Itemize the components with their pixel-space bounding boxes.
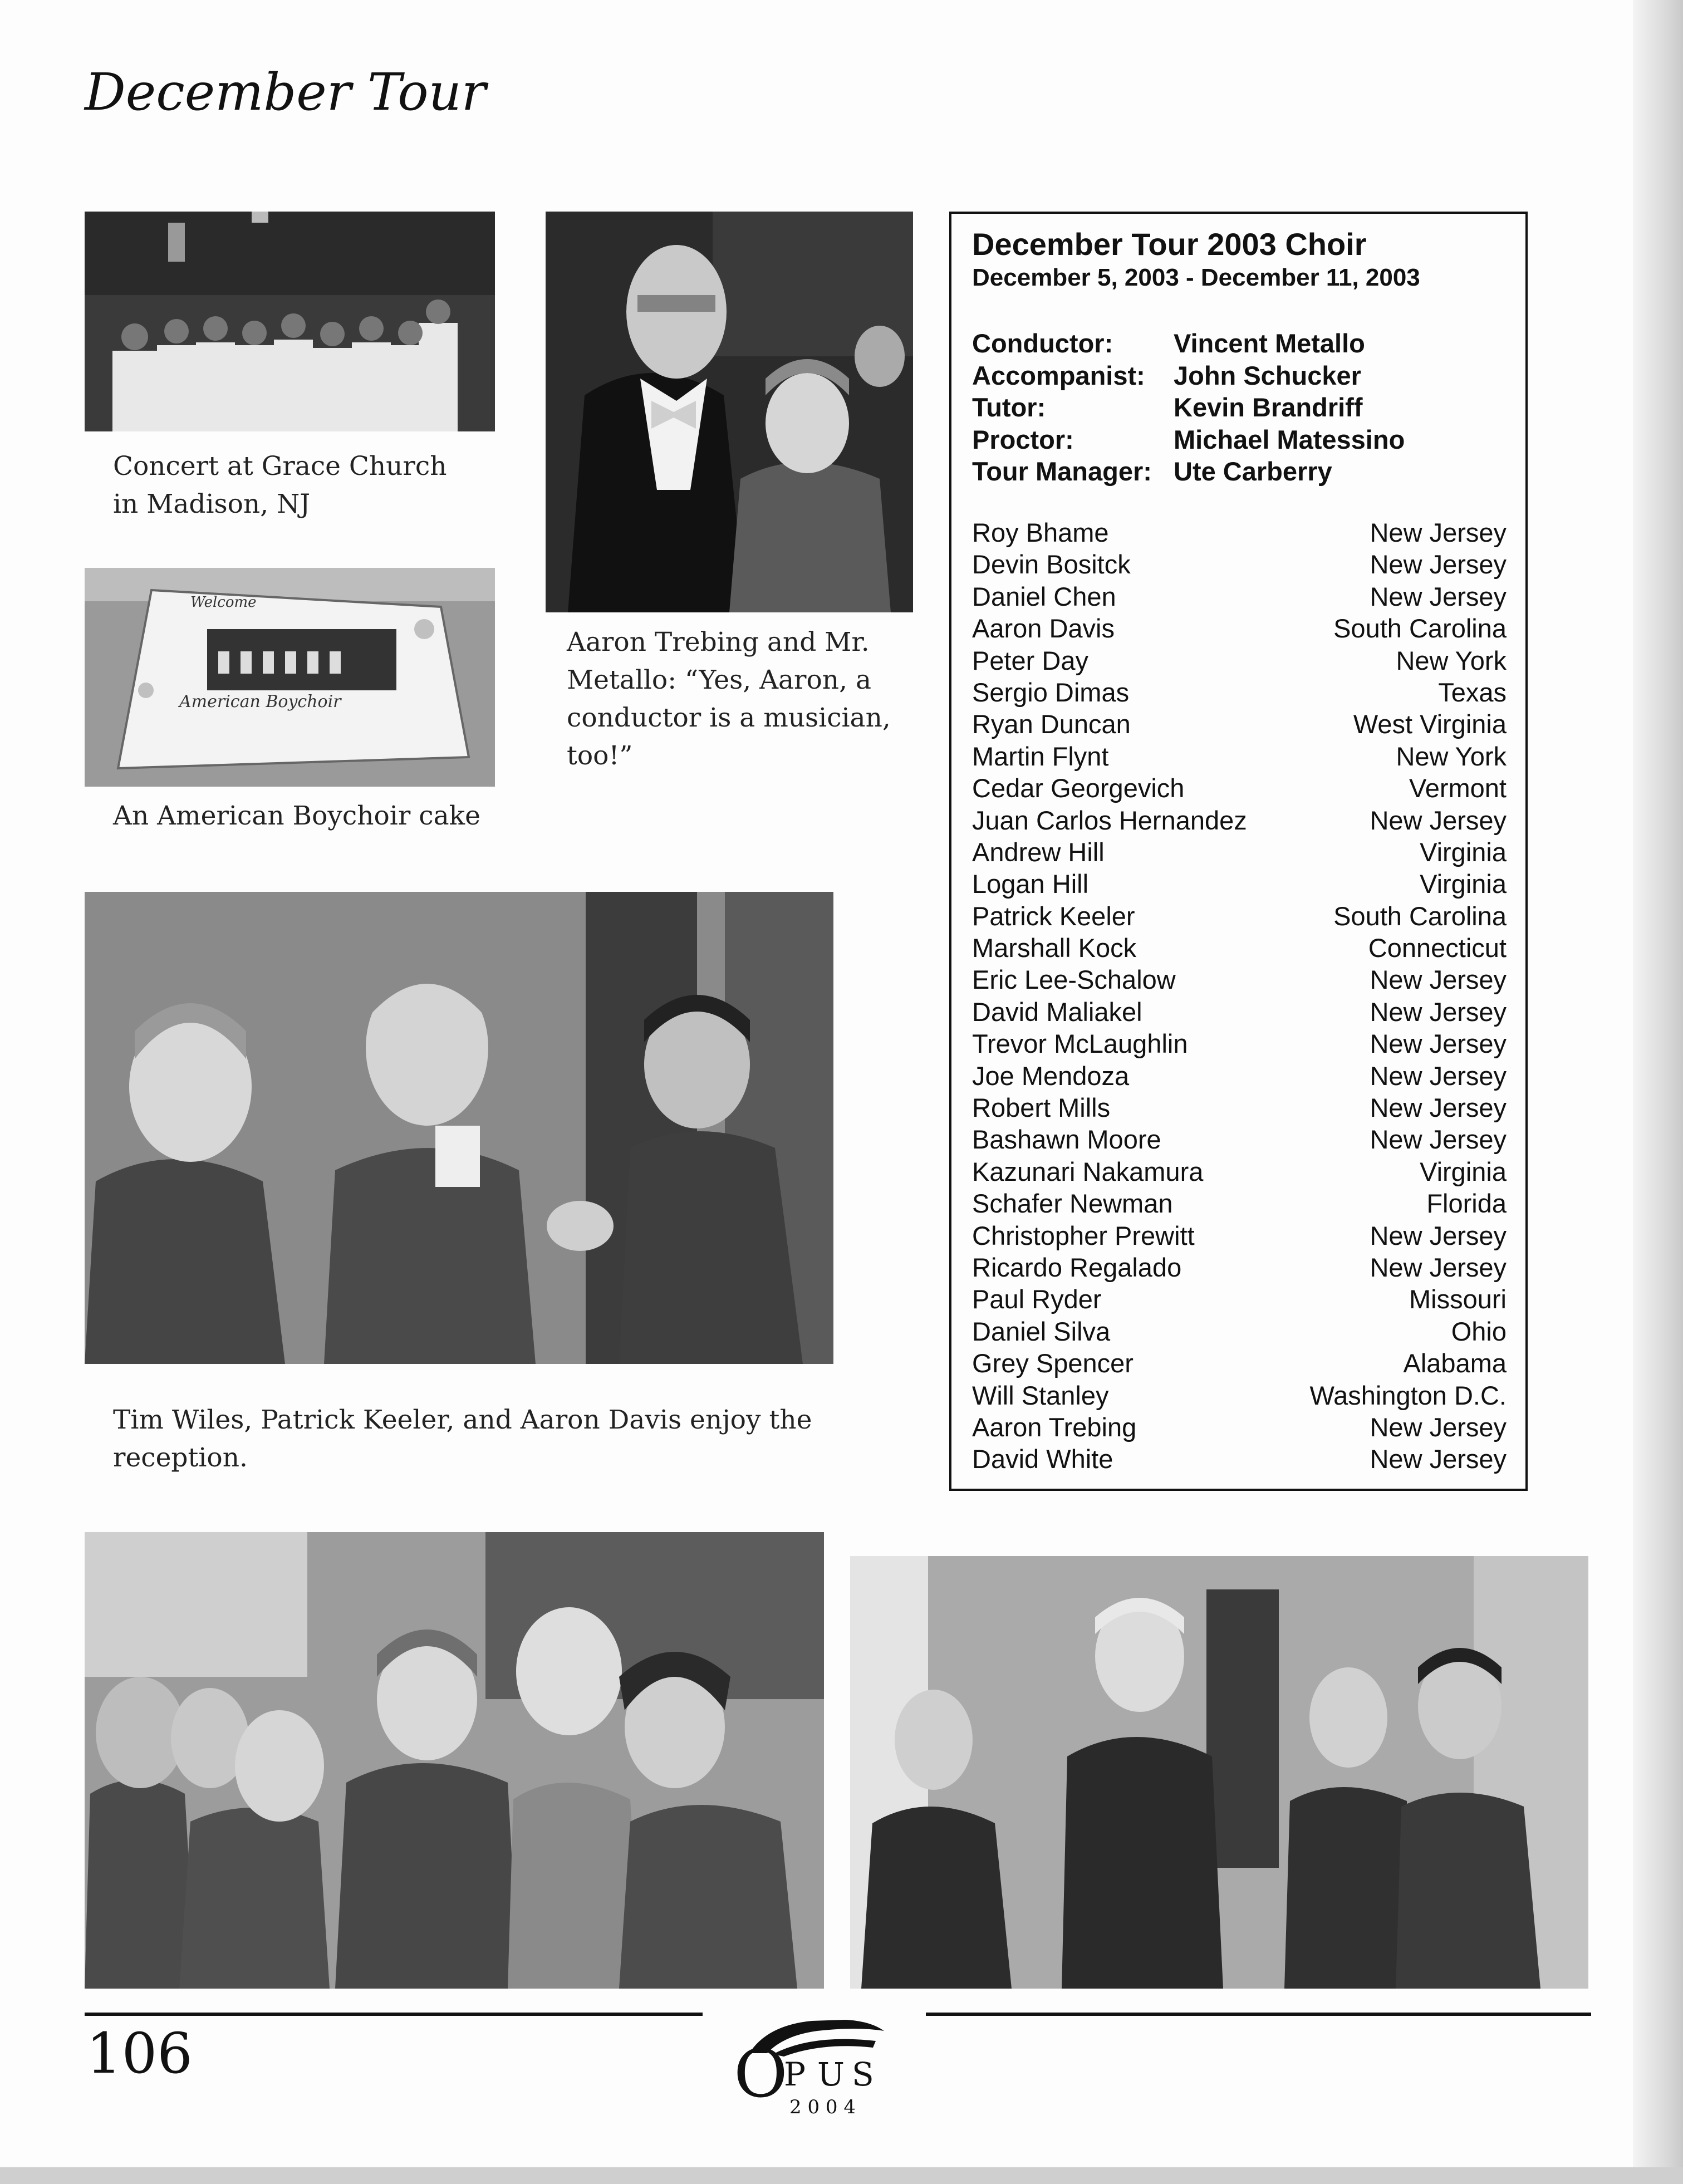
member-name: Andrew Hill — [972, 837, 1105, 867]
member-name: Christopher Prewitt — [972, 1220, 1195, 1250]
member-state: Missouri — [1409, 1284, 1507, 1314]
member-name: Patrick Keeler — [972, 901, 1135, 931]
cake-photo — [85, 568, 495, 787]
reception-caption-line: reception. — [113, 1442, 248, 1473]
footer-rule-right — [926, 2013, 1591, 2016]
member-row — [972, 1412, 1507, 1444]
staff-role: Proctor: — [972, 424, 1074, 454]
member-row — [972, 1284, 1507, 1316]
concert-caption-line: in Madison, NJ — [113, 489, 311, 519]
staff-role: Tour Manager: — [972, 457, 1152, 487]
member-name: Daniel Silva — [972, 1316, 1111, 1346]
member-name: Trevor McLaughlin — [972, 1029, 1188, 1059]
scan-edge — [0, 2167, 1683, 2184]
member-state: Connecticut — [1368, 933, 1507, 963]
member-name: Robert Mills — [972, 1093, 1111, 1123]
member-name: Schafer Newman — [972, 1189, 1173, 1219]
member-row — [972, 1316, 1507, 1348]
concert-caption — [113, 448, 446, 523]
member-state: New Jersey — [1370, 1444, 1507, 1474]
member-name: Martin Flynt — [972, 741, 1109, 771]
logo-letter-p: P — [784, 2055, 806, 2093]
member-row — [972, 1220, 1507, 1252]
concert-caption-line: Concert at Grace Church — [113, 451, 447, 482]
member-state: South Carolina — [1333, 614, 1507, 644]
trebing-caption-line: Metallo: “Yes, Aaron, a — [567, 665, 871, 695]
member-name: Sergio Dimas — [972, 677, 1130, 707]
member-row — [972, 549, 1507, 581]
member-name: David Maliakel — [972, 997, 1142, 1027]
member-row — [972, 901, 1507, 933]
member-state: Alabama — [1403, 1348, 1507, 1378]
logo-letter-u: U — [817, 2055, 845, 2093]
member-state: New Jersey — [1370, 1093, 1507, 1123]
page-title: December Tour — [85, 62, 486, 122]
member-row — [972, 837, 1507, 868]
member-row — [972, 1348, 1507, 1380]
member-row — [972, 613, 1507, 645]
staff-name: Kevin Brandriff — [1174, 392, 1363, 423]
concert-photo — [85, 212, 495, 431]
member-row — [972, 805, 1507, 837]
member-state: New Jersey — [1370, 581, 1507, 611]
member-state: New Jersey — [1370, 1029, 1507, 1059]
roster-title: December Tour 2003 Choir — [972, 227, 1367, 262]
member-name: Grey Spencer — [972, 1348, 1134, 1378]
member-name: Joe Mendoza — [972, 1061, 1130, 1091]
member-state: Vermont — [1409, 773, 1507, 803]
reception-caption-line: Tim Wiles, Patrick Keeler, and Aaron Davis enjoy the — [113, 1405, 812, 1435]
member-name: Kazunari Nakamura — [972, 1156, 1204, 1186]
member-row — [972, 964, 1507, 996]
member-name: Ryan Duncan — [972, 709, 1131, 739]
member-state: Ohio — [1451, 1316, 1507, 1346]
staff-row — [972, 424, 1405, 457]
member-row — [972, 933, 1507, 964]
trebing-photo — [546, 212, 913, 612]
member-state: New Jersey — [1370, 1220, 1507, 1250]
member-state: Virginia — [1420, 869, 1507, 899]
staff-list — [972, 328, 1405, 488]
member-state: New York — [1396, 645, 1507, 675]
member-row — [972, 581, 1507, 613]
trebing-caption-line: Aaron Trebing and Mr. — [567, 627, 870, 657]
staff-name: Ute Carberry — [1174, 457, 1332, 487]
member-row — [972, 741, 1507, 773]
member-name: Cedar Georgevich — [972, 773, 1185, 803]
member-state: Texas — [1438, 677, 1507, 707]
member-name: Juan Carlos Hernandez — [972, 805, 1247, 835]
staff-name: John Schucker — [1174, 360, 1361, 390]
member-state: New Jersey — [1370, 1252, 1507, 1282]
member-state: Virginia — [1420, 837, 1507, 867]
group-photo-right — [850, 1556, 1588, 1989]
member-state: New Jersey — [1370, 549, 1507, 580]
member-state: New Jersey — [1370, 997, 1507, 1027]
trebing-caption-line: too!” — [567, 740, 633, 771]
staff-name: Vincent Metallo — [1174, 328, 1365, 358]
opus-2004-logo — [734, 2014, 901, 2120]
staff-role: Tutor: — [972, 392, 1046, 423]
staff-row — [972, 360, 1405, 392]
member-row — [972, 1124, 1507, 1156]
member-name: Peter Day — [972, 645, 1088, 675]
member-name: Aaron Davis — [972, 614, 1115, 644]
reception-photo — [85, 892, 833, 1364]
footer-rule-left — [85, 2013, 703, 2016]
cake-name-text: American Boychoir — [179, 692, 341, 711]
staff-role: Conductor: — [972, 328, 1113, 358]
member-state: New Jersey — [1370, 1125, 1507, 1155]
page-number: 106 — [86, 2021, 193, 2086]
member-name: Aaron Trebing — [972, 1412, 1137, 1442]
member-row — [972, 1252, 1507, 1284]
staff-role: Accompanist: — [972, 360, 1145, 390]
roster-dates: December 5, 2003 - December 11, 2003 — [972, 264, 1420, 291]
member-row — [972, 677, 1507, 709]
logo-letter-s: S — [852, 2055, 874, 2093]
member-name: Ricardo Regalado — [972, 1252, 1182, 1282]
member-name: Roy Bhame — [972, 518, 1109, 547]
member-state: Washington D.C. — [1309, 1380, 1507, 1410]
member-state: West Virginia — [1353, 709, 1507, 739]
page-binding-shadow — [1633, 0, 1683, 2184]
trebing-caption — [567, 624, 891, 775]
member-state: New Jersey — [1370, 518, 1507, 547]
member-list — [972, 517, 1507, 1476]
staff-name: Michael Matessino — [1174, 424, 1405, 454]
group-photo-left — [85, 1532, 824, 1989]
member-state: New Jersey — [1370, 805, 1507, 835]
member-name: David White — [972, 1444, 1113, 1474]
member-state: Virginia — [1420, 1156, 1507, 1186]
member-name: Daniel Chen — [972, 581, 1116, 611]
member-state: New York — [1396, 741, 1507, 771]
staff-row — [972, 392, 1405, 424]
member-row — [972, 1061, 1507, 1092]
member-row — [972, 1380, 1507, 1412]
member-row — [972, 1092, 1507, 1124]
member-row — [972, 868, 1507, 900]
member-row — [972, 1188, 1507, 1220]
member-row — [972, 773, 1507, 804]
logo-year: 2 0 0 4 — [789, 2096, 856, 2118]
logo-letter-o: O — [734, 2035, 788, 2112]
reception-caption — [113, 1401, 812, 1477]
member-name: Logan Hill — [972, 869, 1089, 899]
member-name: Will Stanley — [972, 1380, 1109, 1410]
member-state: New Jersey — [1370, 1061, 1507, 1091]
member-state: South Carolina — [1333, 901, 1507, 931]
cake-caption: An American Boychoir cake — [113, 801, 480, 831]
staff-row — [972, 456, 1405, 488]
member-state: New Jersey — [1370, 1412, 1507, 1442]
member-name: Paul Ryder — [972, 1284, 1102, 1314]
member-name: Devin Bositck — [972, 549, 1131, 580]
member-state: New Jersey — [1370, 965, 1507, 995]
trebing-caption-line: conductor is a musician, — [567, 703, 891, 733]
member-row — [972, 1028, 1507, 1060]
staff-row — [972, 328, 1405, 360]
member-row — [972, 517, 1507, 549]
member-row — [972, 645, 1507, 677]
member-row — [972, 1156, 1507, 1188]
member-name: Bashawn Moore — [972, 1125, 1161, 1155]
member-row — [972, 997, 1507, 1028]
cake-welcome-text: Welcome — [190, 594, 257, 611]
member-name: Eric Lee-Schalow — [972, 965, 1176, 995]
choir-roster-box — [949, 212, 1528, 1491]
member-row — [972, 1444, 1507, 1475]
member-row — [972, 709, 1507, 740]
member-name: Marshall Kock — [972, 933, 1137, 963]
member-state: Florida — [1426, 1189, 1507, 1219]
